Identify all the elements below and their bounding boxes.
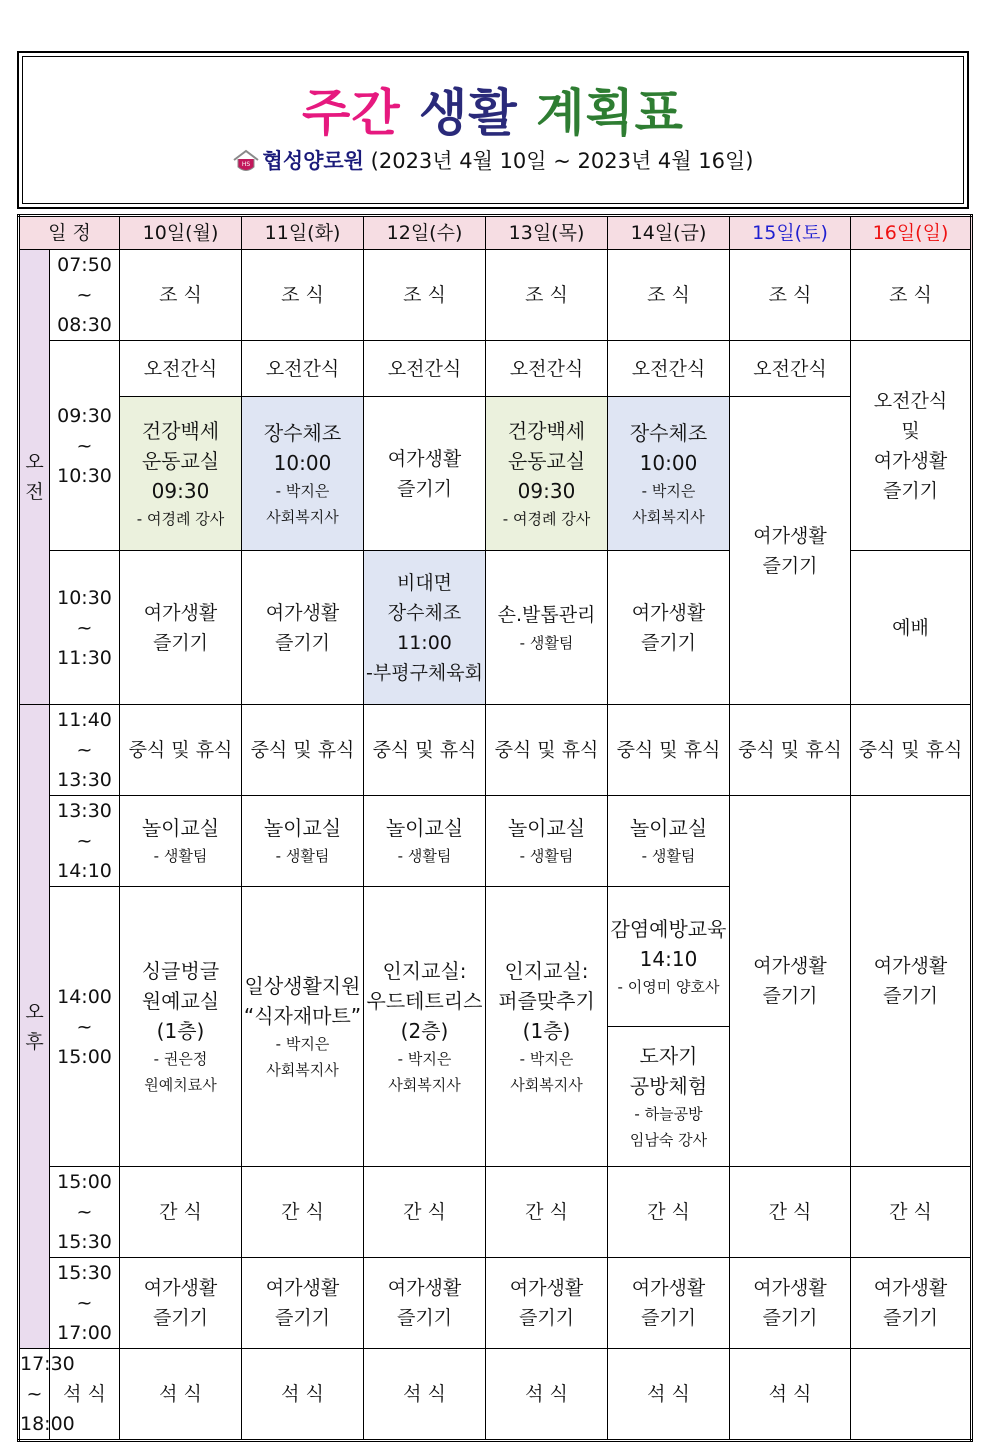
- house-heart-logo-icon: [233, 149, 259, 173]
- header-row: [19, 216, 972, 250]
- table-row: [19, 397, 972, 551]
- untact-exercise-cell: 비대면 장수체조 11:00 -부평구체육회: [364, 551, 486, 705]
- leisure-cell: 여가생활 즐기기: [608, 1258, 730, 1349]
- period-pm-label: 오후: [25, 1000, 44, 1053]
- play-class-cell: 놀이교실 - 생활팀: [364, 796, 486, 887]
- time-slot: 07:50 ~ 08:30: [50, 250, 120, 341]
- title-part-life: 생활: [419, 84, 518, 142]
- meal-cell: 중식 및 휴식: [120, 705, 242, 796]
- snack-cell: 간 식: [120, 1167, 242, 1258]
- snack-cell: 간 식: [608, 1167, 730, 1258]
- meal-cell: 조 식: [730, 250, 851, 341]
- snack-cell: 오전간식: [608, 341, 730, 397]
- period-am: [19, 250, 50, 705]
- snack-cell: 오전간식: [120, 341, 242, 397]
- org-name: 협성양로원: [262, 149, 364, 173]
- leisure-cell: 여가생활 즐기기: [120, 1258, 242, 1349]
- title-part-plan: 계획표: [536, 84, 684, 142]
- snack-cell: 오전간식: [730, 341, 851, 397]
- leisure-cell: 여가생활 즐기기: [730, 796, 851, 1167]
- snack-cell: 간 식: [364, 1167, 486, 1258]
- leisure-cell: 여가생활 즐기기: [730, 1258, 851, 1349]
- day-header-sat: 15일(토): [730, 216, 851, 250]
- health-exercise-cell: 건강백세 운동교실 09:30 - 여경례 강사: [120, 397, 242, 551]
- schedule-header: 일 정: [19, 216, 120, 250]
- day-header-fri: 14일(금): [608, 216, 730, 250]
- day-header-thu: 13일(목): [486, 216, 608, 250]
- day-header-mon: 10일(월): [120, 216, 242, 250]
- table-row: [19, 1349, 972, 1441]
- meal-cell: 석 식: [242, 1349, 364, 1441]
- time-slot: 10:30 ~ 11:30: [50, 551, 120, 705]
- leisure-cell: 여가생활 즐기기: [364, 397, 486, 551]
- header-box: [17, 51, 969, 209]
- page-title: [19, 83, 967, 143]
- subtitle: [19, 146, 967, 176]
- meal-cell: 석 식: [608, 1349, 730, 1441]
- snack-cell: 간 식: [242, 1167, 364, 1258]
- longevity-exercise-cell: 장수체조 10:00 - 박지은 사회복지사: [608, 397, 730, 551]
- weekly-schedule-table: [17, 214, 973, 1442]
- meal-cell: 조 식: [608, 250, 730, 341]
- table-row: [19, 1258, 972, 1349]
- cognitive-class-cell: 인지교실: 우드테트리스 (2층) - 박지은 사회복지사: [364, 887, 486, 1167]
- meal-cell: 조 식: [486, 250, 608, 341]
- day-header-wed: 12일(수): [364, 216, 486, 250]
- play-class-cell: 놀이교실 - 생활팀: [608, 796, 730, 887]
- handfoot-care-cell: 손.발톱관리 - 생활팀: [486, 551, 608, 705]
- meal-cell: 중식 및 휴식: [242, 705, 364, 796]
- daily-life-support-cell: 일상생활지원 “식자재마트” - 박지은 사회복지사: [242, 887, 364, 1167]
- cognitive-class-cell: 인지교실: 퍼즐맞추기 (1층) - 박지은 사회복지사: [486, 887, 608, 1167]
- snack-cell: 오전간식: [242, 341, 364, 397]
- sunday-am-cell: 오전간식 및 여가생활 즐기기: [851, 341, 972, 551]
- worship-cell: 예배: [851, 551, 972, 705]
- time-slot: 17:30 ~ 18:00: [19, 1349, 50, 1441]
- meal-cell: 석 식: [364, 1349, 486, 1441]
- meal-cell: 석 식: [486, 1349, 608, 1441]
- table-row: [19, 705, 972, 796]
- svg-text:HS: HS: [241, 161, 250, 168]
- table-row: [19, 796, 972, 887]
- day-header-tue: 11일(화): [242, 216, 364, 250]
- leisure-cell: 여가생활 즐기기: [120, 551, 242, 705]
- health-exercise-cell: 건강백세 운동교실 09:30 - 여경례 강사: [486, 397, 608, 551]
- snack-cell: 간 식: [730, 1167, 851, 1258]
- meal-cell: 조 식: [242, 250, 364, 341]
- pottery-workshop-cell: 도자기 공방체험 - 하늘공방 임남숙 강사: [608, 1027, 730, 1167]
- time-slot: 15:00 ~ 15:30: [50, 1167, 120, 1258]
- time-slot: 14:00 ~ 15:00: [50, 887, 120, 1167]
- leisure-cell: 여가생활 즐기기: [242, 1258, 364, 1349]
- time-slot: 13:30 ~ 14:10: [50, 796, 120, 887]
- leisure-cell: 여가생활 즐기기: [364, 1258, 486, 1349]
- leisure-cell: 여가생활 즐기기: [851, 1258, 972, 1349]
- meal-cell: 중식 및 휴식: [364, 705, 486, 796]
- snack-cell: 간 식: [486, 1167, 608, 1258]
- table-row: [19, 1167, 972, 1258]
- meal-cell: 조 식: [851, 250, 972, 341]
- meal-cell: 중식 및 휴식: [851, 705, 972, 796]
- table-row: [19, 341, 972, 397]
- table-row: [19, 250, 972, 341]
- leisure-cell: 여가생활 즐기기: [851, 796, 972, 1167]
- day-header-sun: 16일(일): [851, 216, 972, 250]
- time-slot: 15:30 ~ 17:00: [50, 1258, 120, 1349]
- meal-cell: 조 식: [364, 250, 486, 341]
- date-range: (2023년 4월 10일 ~ 2023년 4월 16일): [370, 149, 754, 173]
- meal-cell: 중식 및 휴식: [486, 705, 608, 796]
- title-part-weekly: 주간: [302, 84, 401, 142]
- time-slot: 11:40 ~ 13:30: [50, 705, 120, 796]
- play-class-cell: 놀이교실 - 생활팀: [242, 796, 364, 887]
- snack-cell: 간 식: [851, 1167, 972, 1258]
- play-class-cell: 놀이교실 - 생활팀: [120, 796, 242, 887]
- meal-cell: 조 식: [120, 250, 242, 341]
- leisure-cell: 여가생활 즐기기: [242, 551, 364, 705]
- snack-cell: 오전간식: [364, 341, 486, 397]
- meal-cell: 중식 및 휴식: [730, 705, 851, 796]
- play-class-cell: 놀이교실 - 생활팀: [486, 796, 608, 887]
- meal-cell: 석 식: [120, 1349, 242, 1441]
- leisure-cell: 여가생활 즐기기: [486, 1258, 608, 1349]
- gardening-class-cell: 싱글벙글 원예교실 (1층) - 권은정 원예치료사: [120, 887, 242, 1167]
- longevity-exercise-cell: 장수체조 10:00 - 박지은 사회복지사: [242, 397, 364, 551]
- period-am-label: 오전: [25, 451, 44, 503]
- period-pm: [19, 705, 50, 1349]
- leisure-cell: 여가생활 즐기기: [608, 551, 730, 705]
- meal-cell: 석 식: [50, 1349, 120, 1441]
- snack-cell: 오전간식: [486, 341, 608, 397]
- meal-cell: 중식 및 휴식: [608, 705, 730, 796]
- time-slot: 09:30 ~ 10:30: [50, 341, 120, 551]
- infection-education-cell: 감염예방교육 14:10 - 이영미 양호사: [608, 887, 730, 1027]
- meal-cell: 석 식: [730, 1349, 851, 1441]
- leisure-cell: 여가생활 즐기기: [730, 397, 851, 705]
